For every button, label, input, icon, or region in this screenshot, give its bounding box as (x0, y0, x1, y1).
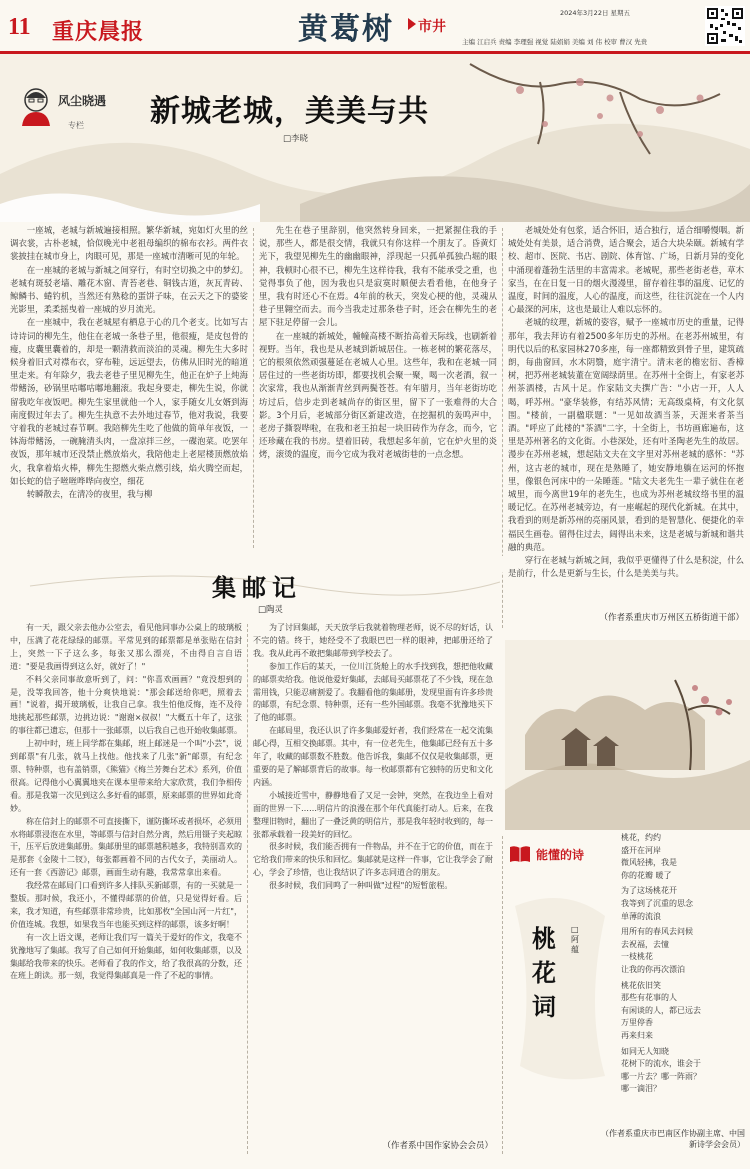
page-number: 11 (8, 14, 31, 40)
paragraph: 在一座城的新城处，幢幢高楼不断抬高着天际线，也刷新着视野。当年，我也是从老城到新城居住。一栋老树的繁花落尽，它的根须依然顽强蔓延在老城人心里。这些年，我和在老城一同居住过的一些老街坊即，都要找机会聚一聚，喝一次老酒，叙一次家常，我也从渐渐青丝到两鬓苍苍。有年腊月，当年老街坊吃坊过后，信步走到老城尚存的街区里，留下了一张难得的大合影。3个月后，老城部分街区新建改造，在挖掘机的轰鸣声中，老房子撕裂哗啦，在我和老王拍起一块旧砖作为存念，而今，它还珍藏在我的书房。望着旧砖，我想起多年前，它在炉火里的炎烤，滚烫的温度，而今它成为我对老城街巷的一点念想。 (259, 330, 497, 460)
paragraph: 先生在巷子里辞别，他突然转身回来，一把紧握住我的手说，那些人，都是很交情，我就只有你这样一个朋友了。昏黄灯光下，我望见柳先生的幽幽眼神，浮现起一只孤单孤独凸堀的眼神，我顿时心很不已，柳先生这样待我，我有不能承受之重，也觉得事负了他，因为我也只是寂寞时顺便去看看他，在他身子里，我有时还心不在焉。4年前的秋天，突发心梗的他，灵魂从巷子里翱空而去。而今当我走过那条巷子时，还会在柳先生的老屋下驻足停留一会儿。 (259, 225, 497, 328)
paragraph: 在一座城中，我在老城屋有栖息于心的几个老支。比如写古诗诗词的柳先生，他住在老城一条巷子里，他很瘦，是皮包骨的瘦，皮囊里囊着的，却是一颗清救而淡泊的灵魂。柳先生大多时候身着旧式对襟布衣，穿布鞋，远远望去，仿佛从旧时光的暗道里走来。有年除夕，我去老巷子里见柳先生，他正在炉子上炖海带鳍汤，砂锅里咕嘟咕嘟地翻滚。我起身要走，柳先生说，你就留我吃年夜饭吧。柳先生家里就他一个人，家手随女儿女婿到海南度假过年去了。柳先生执意不去外地过春节，他对我说，我要守着我的老城过春节啊。我陪柳先生吃了他做的简单年夜饭，一钵海带鳍汤，一碗腌清头肉，一盘凉拌三丝，一碟泡菜。吃罢年夜饭，那年城市还没禁止燃放焰火，我陪他走上老屋楼顶燃放焰火，我拿着焰火棒，柳先生摁燃火柴点燃引线，焰火腾空而起，如长蛇的信子咝咝哗哗向夜空，细花 (10, 317, 248, 486)
poem-stanza: 为了这场桃花开 我等到了沉重的思念 单薄的流浪 (621, 886, 693, 921)
article2-byline: （作者系中国作家协会会员） (382, 1141, 493, 1151)
poem-byline: （作者系重庆市巴南区作协副主席、中国新诗学会会员） (601, 1129, 745, 1149)
article2-column-2 (253, 622, 493, 1130)
landscape-illustration (505, 640, 750, 830)
arrow-icon (408, 18, 416, 30)
paragraph: 在一座城的老城与新城之间穿行，有时空切换之中的梦幻。老城有斑驳老墙、雕花木窗、青苔老巷、铜钱古道，灰瓦青砖、鲸鳞书、蜷钓机，当然还有熟稔的蛋饼子味，在云天之下的婆娑光影里，柔柔摇曳着一座城的岁月流光。 (10, 264, 248, 315)
column-divider (247, 624, 248, 1154)
paragraph: 有一天，跟父亲去他办公室去，看见他同事办公桌上的玻璃板中，压满了花花绿绿的邮票。平常见到的邮票都是单张贴在信封上，突然一下子这么多，每张又那么漂亮，不由得自言自语道："要是我画得到这么好，就好了！" (10, 623, 242, 671)
paragraph: 不料父亲同事故意听到了，问："你喜欢画画？"竟没想到的是，没等我回答，他十分爽快地说："那会邮送给你吧，照着去画！"说着，揭开玻璃板，让我自己拿。我生怕他反悔，连不及待地挑起那些邮票，边挑边说："谢谢×叔叔！"大概五十年了，这张的事往都已遗忘，但那十一张邮票，以后我自己也开始收集邮票。 (10, 674, 242, 736)
columnist-portrait-icon (14, 82, 58, 126)
paragraph: 穿行在老城与新城之间，我似乎更懂得了什么是积淀，什么是前行，什么是更新与生长，什么是美美与共。 (508, 555, 744, 579)
paragraph: 上初中时，班上同学都在集邮，班上邮迷是一个叫"小芸"，说到邮票"有几张，就马上找他。他找来了几张"新"邮票，有纪念票、特种票，也有盖销票，《熊猫》《梅兰芳舞台艺术》系列，价值很高。记得他小心翼翼地夹在课本里带来给大家欣赏，我们争相传看。那是我第一次见到这么多好看的邮票，原来邮票的世界如此奇妙。 (10, 739, 242, 813)
article2-author: □陶灵 (258, 605, 284, 615)
column-divider (502, 836, 503, 1154)
main-article-author: □李晓 (283, 134, 309, 144)
poem-section-tag (508, 842, 608, 866)
paragraph: 老城的纹理，新城的姿容，赋予一座城市历史的重量，记得那年，我去拜访有着2500多年历史的苏州。在老苏州城里，有明代以后的私家园林270多座，每一座都精致到骨子里，建筑疏朗，每曲窗回，水木阴翳，庭宇清宁。清末老的檐宏衍、香樟树，把苏州老城装董在宽阔绿荫里。在苏州十全街上，有家老苏州茶酒楼，古风十足。作家陆文夫撰广告："小店一开，人人喝，呼苏州。"豪华装修，有结苏风情；无高级桌椅，有文化氛围。"楼前，一副楹联题："一见如故酒当茶，天涯来者茶当酒。"呼应了此楼的"茶酒"二字，十全街上，书坊画廊遍布，这里是苏州著名的文化街。小巷深处，还有叶圣陶老先生的故居。漫步在苏州老城，想起陆文夫在文字里对苏州老城的感怀："苏州，这古老的城市，现在是熟睡了，她安静地躺在运河的怀抱里，像银色河床中的一朵睡莲。"陆文夫老先生一辈子就住在老城里，而今离世19年的老先生，也成为苏州老城纹络书里的温暖记忆。在苏州老城旁边，有一座崛起的现代化新城。在其中，我看到的则是新苏州的亮丽风景，看到的是智慧化、便捷化的幸福民生画卷。留得住过去，阔得出未来，这是老城与新城和谐共融的典范。 (508, 317, 744, 552)
poem-title: 桃花词 (532, 924, 556, 1021)
column-role: 专栏 (68, 121, 84, 130)
article2-column-1 (10, 622, 242, 1155)
article1-column-2 (259, 224, 497, 552)
paragraph: 很多时候，我们能否拥有一件物品，并不在于它的价值，而在于它给我们带来的快乐和回忆。集邮就是这样一件事，它让我学会了耐心，学会了珍惜，也让我结识了许多志同道合的朋友。 (253, 842, 493, 878)
paragraph: 在邮局里，我还认识了许多集邮爱好者，我们经常在一起交流集邮心得，互相交换邮票。其中，有一位老先生，他集邮已经有五十多年了，收藏的邮票数不胜数。他告诉我，集邮不仅仅是收集邮票，更重要的是了解邮票背后的故事。每一枚邮票都有它独特的历史和文化内涵。 (253, 726, 493, 787)
paragraph: 我经常在邮局门口看到许多人排队买新邮票，有的一买就是一整版。那时候，我还小，不懂得邮票的价值，只是觉得好看。后来，我才知道，有些邮票非常珍贵，比如那枚"全国山河一片红"，价值连城。我想，如果我当年也能买到这样的邮票，该多好啊！ (10, 881, 242, 929)
article1-column-1 (10, 224, 248, 552)
paragraph: 老城处处有包浆，适合怀旧，适合独行，适合细嚼慢咽。新城处处有美景，适合消费，适合聚会，适合大块朵颐。新城有学校、超市、医院、书店、剧院、体育馆、广场，日新月异的变化中涌现着蓬勃生活里的丰富需求。老城呢，那些老街老巷，草木家当，在在日复一日的烟火漫漫里，留存着往事的温度、记忆的温度，时间的温度，人心的温度，而这些，往往沉淀在一个人内心最深的河床，这也是最让人难以忘怀的。 (508, 225, 744, 315)
poem-section-label: 能懂的诗 (536, 848, 585, 862)
poem-author: □阿蕴 (571, 925, 579, 954)
book-icon (508, 844, 532, 864)
section-title: 黄葛树 (298, 12, 394, 47)
paper-name: 重庆晨报 (52, 19, 145, 45)
paragraph: 称在信封上的邮票不可直接撕下，谨防撕坏或者损坏，必须用水将邮票浸泡在水里，等邮票与信封自然分离，然后用镊子夹起晾干，压平后放进集邮册。集邮册里的邮票越积越多，我特别喜欢的是那套《金陵十二钗》，每张都画着不同的古代女子，美丽动人。还有一套《西游记》邮票，画面生动有趣，我常常拿出来看。 (10, 816, 242, 878)
article1-byline: （作者系重庆市万州区五桥街道干部） (599, 613, 744, 623)
paragraph: 参加工作后的某天，一位川江货舱上的水手找到我，想把他收藏的邮票卖给我。他说他爱好集邮，去邮局买邮票花了不少钱，现在急需用钱，只能忍痛割爱了。我翻看他的集邮册，发现里面有许多珍贵的邮票，有纪念票、特种票，还有一些外国邮票。我毫不犹豫地买下了他的邮票。 (253, 661, 493, 723)
masthead (0, 0, 750, 52)
article2-title: 集邮记 (212, 573, 302, 602)
editors-line: 主编 江启兵 责编 李理强 视觉 陆娟娟 美编 刘 伟 校审 曹汉 先贵 (462, 38, 648, 46)
paragraph: 一座城，老城与新城遍接相照。繁华新城，宛如灯火里的丝调衣裳，古朴老城，恰似晚光中老祖母编织的棉布衣衫。两件衣裳披挂在城市身上，肉眼可见，那是一座城市清晰可见的年轮。 (10, 225, 248, 262)
poem-stanza: 如同无人知晓 花树下的流水，谁会于 哪一片去？哪一阵雨？ 哪一滴泪？ (621, 1046, 701, 1094)
paragraph: 小城接近雪中，静静地看了又足一会钟，突然，在我边坐上看对面的世界一下……明信片的浪漫在那个年代真能打动人。后来，在我整理旧物时，翻出了一叠泛黄的明信片，那是我年轻时收到的，每一张都承载着一段美好的回忆。 (253, 790, 493, 839)
poem-body (621, 832, 745, 1099)
article1-column-3 (508, 224, 744, 612)
column-name: 风尘晓遇 (58, 94, 107, 108)
paragraph: 很多时候，我们同鸣了一种叫做"过程"的短暂旅程。 (269, 881, 453, 891)
column-divider (253, 228, 254, 548)
main-article-title: 新城老城，美美与共 (150, 94, 429, 129)
poem-stanza: 用所有的春风去问候 去祝福，去憧 一枝桃花 让我的你再次漂泊 (621, 927, 693, 974)
paragraph: 有一次上语文课，老师让我们写一篇关于爱好的作文，我毫不犹豫地写了集邮。我写了自己如何开始集邮，如何收集邮票，以及集邮给我带来的快乐。老师看了我的作文，给了我很高的分数，还在班上朗读。那一刻，我觉得集邮真是一件了不起的事情。 (10, 932, 242, 981)
banner-illustration (0, 54, 750, 222)
paragraph: 为了讨回集邮，天天放学后我就着物理老师，说不尽的好话，认不完的错。终于，她经受不了我眼巴巴一样的眼神，把邮册还给了我。我从此再不敢把集邮带到学校去了。 (253, 623, 493, 658)
subsection-title: 市井 (418, 19, 446, 35)
qr-code-icon[interactable] (705, 6, 745, 46)
poem-stanza: 桃花依旧笑 那些有花事的人 有闲谈的人，都已远去 万里停香 再来归来 (621, 980, 701, 1040)
poem-stanza: 桃花，约约 盛开在河岸 微风轻拂，我是 你的花瓣 暖了 (621, 833, 677, 880)
paragraph: 转瞬散去，在清冷的夜里，我与柳 (26, 489, 153, 500)
issue-date: 2024年3月22日 星期五 (560, 9, 631, 17)
